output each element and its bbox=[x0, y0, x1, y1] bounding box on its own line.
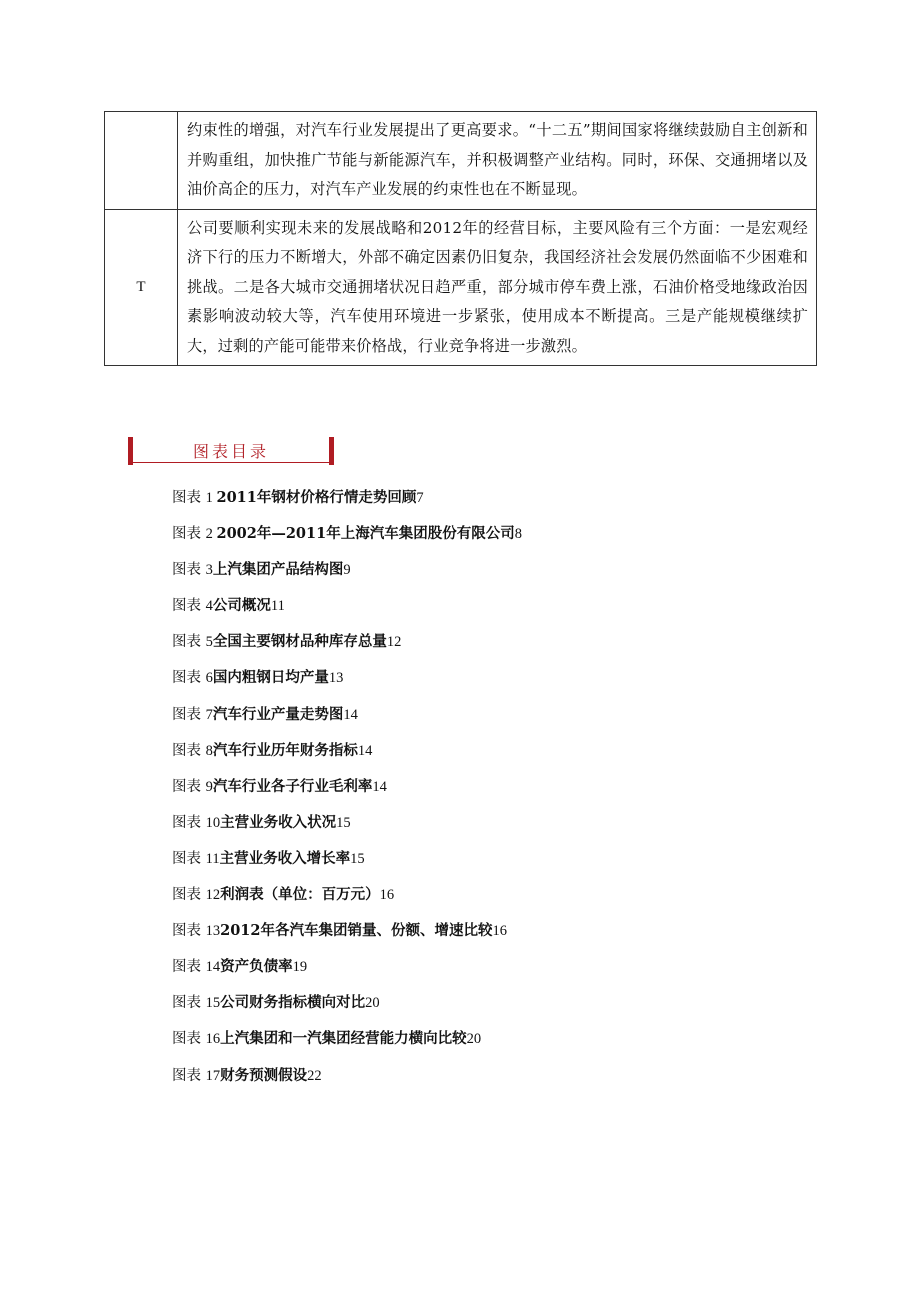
toc-item[interactable] bbox=[172, 736, 812, 772]
toc-item[interactable] bbox=[172, 808, 812, 844]
swot-label-o bbox=[105, 112, 178, 210]
toc-item[interactable] bbox=[172, 1024, 812, 1060]
toc-item-title: 2011年钢材价格行情走势回顾 bbox=[216, 489, 417, 506]
toc-page: 19 bbox=[292, 959, 308, 976]
toc-item-title: 主营业务收入状况 bbox=[220, 813, 337, 831]
toc-num: 12 bbox=[205, 887, 221, 904]
toc-prefix: 图表 bbox=[172, 887, 201, 904]
toc-item[interactable] bbox=[172, 988, 812, 1024]
toc-prefix: 图表 bbox=[172, 562, 201, 579]
toc-item-title: 利润表（单位：百万元） bbox=[220, 886, 380, 904]
toc-item-title: 汽车行业各子行业毛利率 bbox=[212, 777, 373, 795]
toc-title: 图表目录 bbox=[192, 442, 269, 461]
toc-prefix: 图表 bbox=[172, 742, 201, 759]
toc-item[interactable] bbox=[172, 916, 812, 952]
toc-item-title: 财务预测假设 bbox=[220, 1066, 308, 1084]
toc-num: 11 bbox=[205, 850, 220, 867]
toc-item-title: 2002年—2011年上海汽车集团股份有限公司 bbox=[216, 525, 515, 543]
toc-page: 11 bbox=[270, 598, 285, 615]
toc-item[interactable] bbox=[172, 952, 812, 988]
toc-prefix: 图表 bbox=[172, 670, 201, 687]
toc-prefix: 图表 bbox=[172, 778, 201, 795]
toc-prefix: 图表 bbox=[172, 1031, 201, 1048]
toc-page: 14 bbox=[357, 742, 373, 759]
toc-num: 8 bbox=[205, 742, 213, 759]
toc-num: 14 bbox=[205, 959, 221, 976]
swot-row-t bbox=[105, 209, 817, 366]
toc-item-title: 上汽集团和一汽集团经营能力横向比较 bbox=[220, 1030, 467, 1048]
toc-item-title: 主营业务收入增长率 bbox=[219, 849, 351, 867]
toc-page: 8 bbox=[514, 526, 522, 543]
swot-label-t: T bbox=[105, 209, 178, 366]
swot-text-o: 约束性的增强，对汽车行业发展提出了更高要求。“十二五”期间国家将继续鼓励自主创新和并购重组，加快推广节能与新能源汽车，并积极调整产业结构。同时，环保、交通拥堵以及油价高企的压力，对汽车产业发展的约束性也在不断显现。 bbox=[178, 112, 817, 210]
toc-prefix: 图表 bbox=[172, 706, 201, 723]
toc-prefix: 图表 bbox=[172, 850, 201, 867]
toc-num: 6 bbox=[205, 670, 213, 687]
toc-prefix: 图表 bbox=[172, 814, 201, 831]
toc-num: 16 bbox=[205, 1031, 221, 1048]
toc-num: 5 bbox=[205, 634, 213, 651]
toc-page: 16 bbox=[379, 887, 395, 904]
toc-item[interactable] bbox=[172, 519, 812, 555]
toc-prefix: 图表 bbox=[172, 1067, 201, 1084]
toc-num: 17 bbox=[205, 1067, 221, 1084]
toc-item-title: 汽车行业产量走势图 bbox=[212, 705, 344, 723]
toc-item-title: 全国主要钢材品种库存总量 bbox=[212, 633, 387, 651]
toc-prefix: 图表 bbox=[172, 634, 201, 651]
toc-page: 20 bbox=[466, 1031, 482, 1048]
toc-item[interactable] bbox=[172, 700, 812, 736]
toc-item[interactable] bbox=[172, 880, 812, 916]
toc-header bbox=[128, 437, 334, 465]
toc-item[interactable] bbox=[172, 627, 812, 663]
toc-item[interactable] bbox=[172, 772, 812, 808]
toc-item-title: 资产负债率 bbox=[220, 958, 293, 976]
toc-num: 3 bbox=[205, 562, 213, 579]
toc-num: 10 bbox=[205, 814, 221, 831]
toc-prefix: 图表 bbox=[172, 995, 201, 1012]
toc-num: 7 bbox=[205, 706, 213, 723]
toc-list bbox=[172, 483, 812, 1097]
swot-table bbox=[104, 111, 817, 366]
toc-page: 14 bbox=[343, 706, 358, 723]
toc-prefix: 图表 bbox=[172, 959, 201, 976]
toc-item[interactable] bbox=[172, 844, 812, 880]
toc-item-title: 公司概况 bbox=[212, 597, 271, 615]
toc-page: 12 bbox=[386, 634, 402, 651]
toc-page: 7 bbox=[416, 490, 424, 506]
swot-text-t: 公司要顺利实现未来的发展战略和2012年的经营目标，主要风险有三个方面：一是宏观经济下行的压力不断增大，外部不确定因素仍旧复杂，我国经济社会发展仍然面临不少困难和挑战。二是各大城市交通拥堵状况日趋严重，部分城市停车费上涨，石油价格受地缘政治因素影响波动较大等，汽车使用环境进一步紧张，使用成本不断提高。三是产能规模继续扩大，过剩的产能可能带来价格战，行业竞争将进一步激烈。 bbox=[178, 209, 817, 366]
toc-item[interactable] bbox=[172, 663, 812, 699]
toc-num: 9 bbox=[205, 778, 213, 795]
toc-item-title: 2012年各汽车集团销量、份额、增速比较 bbox=[220, 922, 493, 940]
toc-num: 1 bbox=[205, 490, 217, 506]
toc-prefix: 图表 bbox=[172, 598, 201, 615]
toc-num: 15 bbox=[205, 995, 221, 1012]
toc-page: 13 bbox=[328, 670, 344, 687]
toc-num: 2 bbox=[205, 526, 217, 543]
swot-row-o bbox=[105, 112, 817, 210]
toc-page: 15 bbox=[350, 850, 365, 867]
toc-header-underline bbox=[133, 462, 329, 463]
toc-page: 14 bbox=[372, 778, 387, 795]
toc-item-title: 公司财务指标横向对比 bbox=[220, 994, 366, 1012]
toc-prefix: 图表 bbox=[172, 490, 201, 506]
toc-item[interactable] bbox=[172, 591, 812, 627]
toc-page: 9 bbox=[343, 562, 351, 579]
toc-item[interactable] bbox=[172, 483, 812, 519]
toc-item[interactable] bbox=[172, 1061, 812, 1097]
toc-page: 22 bbox=[307, 1067, 322, 1084]
toc-item[interactable] bbox=[172, 555, 812, 591]
toc-item-title: 汽车行业历年财务指标 bbox=[212, 741, 358, 759]
toc-page: 15 bbox=[336, 814, 351, 831]
toc-prefix: 图表 bbox=[172, 526, 201, 543]
toc-page: 20 bbox=[365, 995, 380, 1012]
toc-page: 16 bbox=[492, 923, 507, 940]
toc-header-right-bar bbox=[329, 437, 334, 465]
toc-num: 13 bbox=[205, 923, 221, 940]
toc-prefix: 图表 bbox=[172, 923, 201, 940]
toc-item-title: 国内粗钢日均产量 bbox=[212, 669, 329, 687]
toc-item-title: 上汽集团产品结构图 bbox=[212, 561, 344, 579]
toc-num: 4 bbox=[205, 598, 213, 615]
